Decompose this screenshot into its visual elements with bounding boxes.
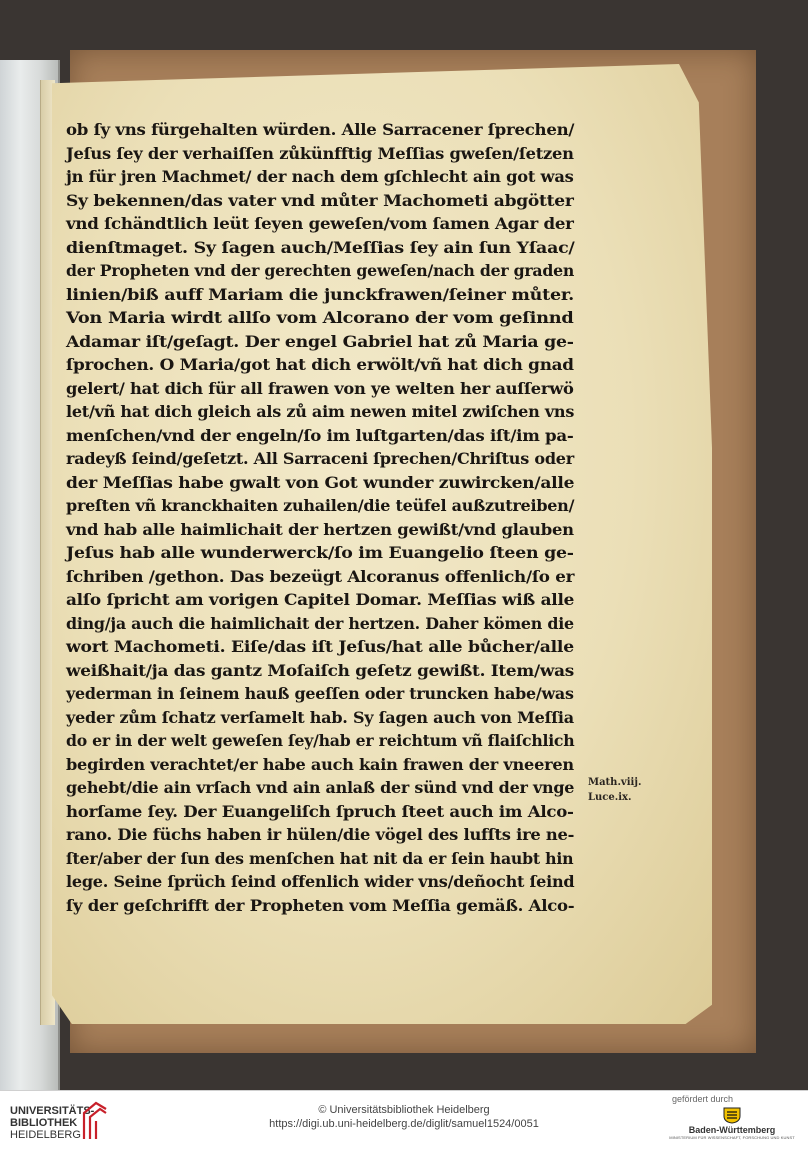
text-line: ſchriben /gethon. Das bezeügt Alcoranus offenlich/ſo er (66, 566, 575, 586)
text-line: horſame ſey. Der Euangeliſch ſpruch ſteet auch im Alco- (66, 801, 574, 821)
text-line: rano. Die füchs haben ir hülen/die vögel des lufſts ire ne- (66, 825, 575, 844)
text-line: ſter/aber der ſun des menſchen hat nit da er ſein haubt hin (66, 848, 574, 868)
sponsor-label: gefördert durch (672, 1094, 734, 1104)
viewer-footer (0, 1090, 808, 1150)
text-line: Von Maria wirdt allſo vom Alcorano der vom geſinnd (66, 308, 574, 327)
marginal-note (588, 775, 641, 805)
text-line: radeyß ſeind/geſetzt. All Sarraceni ſprechen/Chriſtus oder (66, 449, 574, 468)
text-line: jn für jren Machmet/ der nach dem gſchlecht ain got was (66, 167, 574, 186)
text-line: let/vñ hat dich gleich als zů aim newen mitel zwiſchen vns (66, 402, 575, 421)
text-line: wort Machometi. Eiſe/das iſt Jeſus/hat alle bůcher/alle (66, 637, 574, 656)
copyright-text: © Universitätsbibliothek Heidelberg (318, 1104, 490, 1116)
text-line: gelert/ hat dich für all frawen von ye welten her auſſerwö (66, 378, 574, 398)
university-logo-line: BIBLIOTHEK (10, 1117, 78, 1129)
text-line: Adamar iſt/geſagt. Der engel Gabriel hat zů Maria ge- (66, 331, 574, 351)
marginal-note-line: Math.viij. (588, 777, 642, 788)
permalink[interactable]: https://digi.ub.uni-heidelberg.de/diglit/samuel1524/0051 (269, 1118, 539, 1130)
sponsor-ministry: MINISTERIUM FÜR WISSENSCHAFT, FORSCHUNG UND KUNST (669, 1135, 795, 1140)
text-line: Sy bekennen/das vater vnd můter Machometi abgötter (66, 190, 574, 210)
text-line: vnd ſchändtlich leüt ſeyen geweſen/vom ſamen Agar der (66, 214, 574, 233)
university-logo-line: UNIVERSITÄTS- (10, 1105, 95, 1117)
university-logo-line: HEIDELBERG (10, 1129, 81, 1141)
text-line: lege. Seine ſprüch ſeind offenlich wider vns/deñocht ſeind (66, 872, 575, 891)
text-line: yeder zům ſchatz verſamelt hab. Sy ſagen auch von Meſſia (66, 707, 574, 727)
crest-icon (721, 1106, 743, 1124)
text-line: linien/biß auff Mariam die junckfrawen/ſeiner můter. (66, 284, 575, 304)
text-line: der Propheten vnd der gerechten geweſen/nach der graden (66, 261, 575, 280)
text-line: ſy der geſchrifft der Propheten vom Meſſia gemäß. Alco- (66, 895, 575, 915)
text-line: ſprochen. O Maria/got hat dich erwölt/vñ hat dich gnad (66, 355, 574, 374)
text-line: der Meſſias habe gwalt von Got wunder zuwircken/alle (66, 472, 575, 492)
text-line: preſten vñ kranckhaiten zuhailen/die teüfel außzutreiben/ (66, 496, 575, 515)
text-line: menſchen/vnd der engeln/ſo im luſtgarten/das iſt/im pa- (66, 425, 574, 445)
text-line: yederman in ſeinem hauß geeſſen oder truncken habe/was (66, 684, 574, 703)
text-line: Jeſus hab alle wunderwerck/ſo im Euangelio ſteen ge- (66, 543, 574, 562)
text-line: do er in der welt geweſen ſey/hab er reichtum vñ flaiſchlich (66, 731, 575, 750)
text-line: ding/ja auch die haimlichait der hertzen. Daher kömen die (66, 613, 574, 633)
page-text (66, 118, 576, 917)
text-line: Jeſus ſey der verhaiſſen zůkünfftig Meſſias gweſen/ſetzen (66, 143, 574, 163)
text-line: ob ſy vns fürgehalten würden. Alle Sarracener ſprechen/ (66, 120, 575, 139)
sponsor-logo[interactable] (668, 1094, 796, 1140)
text-line: weißhait/ja das gantz Moſaiſch geſetz gewißt. Item/was (66, 660, 575, 680)
text-line: gehebt/die ain vrſach vnd ain anlaß der sünd vnd der vnge (66, 778, 575, 797)
text-line: vnd hab alle haimlichait der hertzen gewißt/vnd glauben (66, 519, 574, 539)
sponsor-name: Baden-Württemberg (688, 1125, 776, 1135)
marginal-note-line: Luce.ix. (588, 792, 632, 803)
text-line: dienſtmaget. Sy ſagen auch/Meſſias ſey ain ſun Yſaac/ (66, 237, 575, 257)
text-line: alſo ſpricht am vorigen Capitel Domar. Meſſias wiß alle (66, 590, 575, 609)
text-line: begirden verachtet/er habe auch kain frawen der vneeren (66, 754, 574, 774)
